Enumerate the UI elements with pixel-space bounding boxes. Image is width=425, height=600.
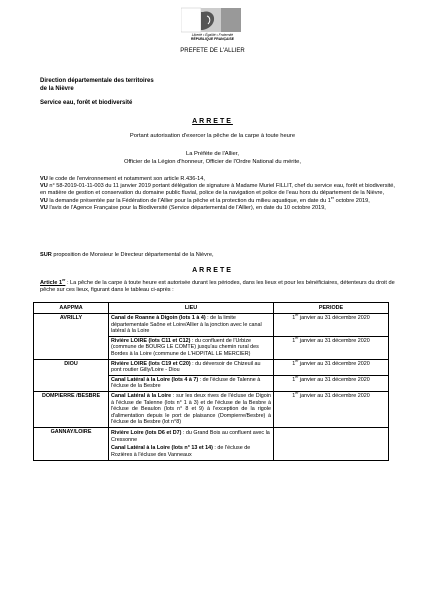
service-name: Service eau, forêt et biodiversité <box>40 100 133 106</box>
document-title: ARRETE <box>192 118 233 125</box>
legal-references <box>40 176 395 212</box>
authorization-table <box>33 302 389 461</box>
vu-item: VU la demande présentée par la Fédération de l'Allier pour la pêche et la protection du milieu aquatique, en date du 1er octobre 2019, <box>40 195 370 204</box>
aappma-cell: GANNAY/LOIRE <box>34 427 109 460</box>
lieu-entry: Canal Latéral à la Loire (lots n° 13 et 14) : de l'écluse de Rozières à l'écluse des Vanneaux <box>111 445 251 458</box>
authority-line1: La Préfète de l'Allier, <box>186 151 239 157</box>
periode-cell <box>274 427 389 460</box>
periode-cell: 1er janvier au 31 décembre 2020 <box>274 359 389 375</box>
table-header-row <box>34 303 389 314</box>
marianne-logo-icon <box>181 6 241 34</box>
header-periode: PERIODE <box>274 303 389 314</box>
vu-item: VU le code de l'environnement et notamment son article R.436-14, <box>40 176 205 182</box>
direction-line2: de la Nièvre <box>40 85 74 92</box>
aappma-cell: DOMPIERRE /BESBRE <box>34 391 109 427</box>
authority-block <box>60 151 365 166</box>
vu-item: VU l'avis de l'Agence Française pour la Biodiversité (Service départemental de l'Allier), en date du 10 octobre 2019, <box>40 204 326 211</box>
decision-title: ARRETE <box>192 267 233 274</box>
header-aappma: AAPPMA <box>34 303 109 314</box>
table-row <box>34 314 389 337</box>
lieu-cell: Canal Latéral à la Loire (lots 4 à 7) : de l'écluse de Talenne à l'écluse de la Besbre <box>109 375 274 391</box>
lieu-cell: Canal de Roanne à Digoin (lots 1 à 4) : de la limite départementale Saône et Loire/Allier à la jonction avec le canal latéral à la Loire <box>109 314 274 337</box>
table-row <box>34 359 389 375</box>
vu-item: VU n° 58-2019-01-11-003 du 11 janvier 2019 portant délégation de signature à Madame Muriel FILLIT, chef du service eau, forêt et biodiversité, en matière de gestion et conservation du domaine public fluvial, police de la navigation et police de l'eau hors du département de la Nièvre, <box>40 183 395 197</box>
periode-cell: 1er janvier au 31 décembre 2020 <box>274 391 389 427</box>
republic-name: RÉPUBLIQUE FRANÇAISE <box>191 37 234 41</box>
article-text: : La pêche de la carpe à toute heure est autorisée durant les périodes, dans les lieux et pour les bénéficiaires, détenteurs du droit de pêche sur ces lieux, figurant dans le tableau ci-après : <box>40 280 395 293</box>
periode-cell: 1er janvier au 31 décembre 2020 <box>274 375 389 391</box>
table-row <box>34 391 389 427</box>
header-lieu: LIEU <box>109 303 274 314</box>
proposal-line: SUR proposition de Monsieur le Directeur départemental de la Nièvre, <box>40 252 214 258</box>
table-row <box>34 427 389 460</box>
article-1 <box>40 280 395 294</box>
lieu-cell <box>109 427 274 460</box>
lieu-entry: Rivière Loire (lots D6 et D7) : du Grand Bois au confluent avec la Cressonne <box>111 429 270 443</box>
periode-cell: 1er janvier au 31 décembre 2020 <box>274 314 389 337</box>
prefecture-name: PREFETE DE L'ALLIER <box>180 48 245 54</box>
article-label: Article 1er <box>40 278 66 286</box>
direction-block <box>40 78 260 93</box>
aappma-cell: DIOU <box>34 359 109 391</box>
periode-cell: 1er janvier au 31 décembre 2020 <box>274 336 389 359</box>
republic-motto: Liberté • Égalité • Fraternité <box>191 33 234 37</box>
authority-line2: Officier de la Légion d'honneur, Officier de l'Ordre National du mérite, <box>124 158 301 165</box>
lieu-cell: Rivière LOIRE (lots C11 et C12) : du confluent de l'Urbize (commune de BOURG LE COMTE) jusqu'au chemin rural des Bordes à la Loire (commune de L'HOPITAL LE MERCIER) <box>109 336 274 359</box>
aappma-cell: AVRILLY <box>34 314 109 360</box>
lieu-cell: Canal Latéral à la Loire : sur les deux rives de l'écluse de Digoin à l'écluse de Talenne (lots n° 1 à 3) et de l'écluse de la Besbre à l'écluse de Beaulon (lots n° 8 et 9) à l'exception de la rigole d'alimentation depuis le port de plaisance (Dompierre/Besbre) à l'écluse de la Besbre (lot n°8) <box>109 391 274 427</box>
lieu-cell: Rivière LOIRE (lots C19 et C20) : du déversoir de Chizeuil au pont routier Gilly/Loire - Diou <box>109 359 274 375</box>
direction-line1: Direction départementale des territoires <box>40 78 154 84</box>
document-subject: Portant autorisation d'exercer la pêche de la carpe à toute heure <box>129 133 296 139</box>
